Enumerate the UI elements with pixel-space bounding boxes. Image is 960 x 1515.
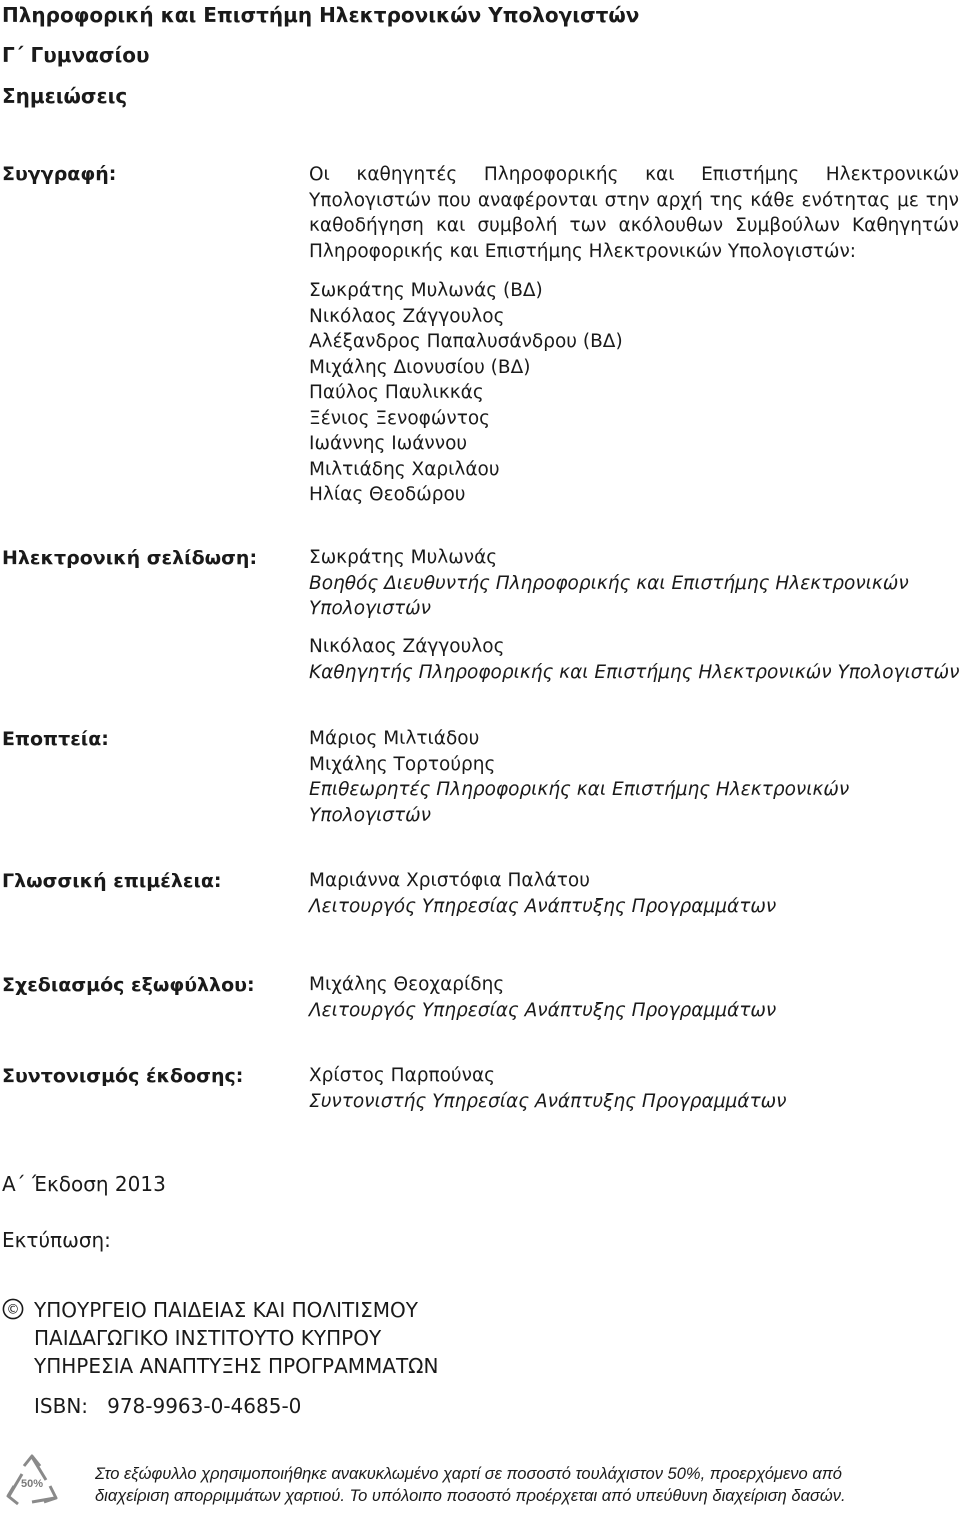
layout-name: Νικόλαος Ζάγγουλος: [309, 636, 505, 657]
advisor-name: Ξένιος Ξενοφώντος: [309, 407, 491, 429]
editing-name: Μαριάννα Χριστόφια Παλάτου: [309, 870, 590, 891]
isbn-row: [34, 1393, 301, 1419]
editing-role: Λειτουργός Υπηρεσίας Ανάπτυξης Προγραμμάτων: [309, 895, 777, 917]
isbn-value: 978-9963-0-4685-0: [107, 1394, 302, 1418]
advisor-name: Μιχάλης Διονυσίου (ΒΔ): [309, 356, 531, 378]
editing-label: Γλωσσική επιμέλεια:: [2, 870, 222, 892]
cover-label: Σχεδιασμός εξωφύλλου:: [2, 974, 255, 996]
writing-label: Συγγραφή:: [2, 163, 117, 185]
layout-credits: [309, 545, 959, 622]
coordination-name: Χρίστος Παρπούνας: [309, 1065, 495, 1086]
layout-role: Βοηθός Διευθυντής Πληροφορικής και Επιστήμης Ηλεκτρονικών: [309, 572, 909, 594]
advisor-name: Σωκράτης Μυλωνάς (ΒΔ): [309, 280, 543, 301]
copyright-line: ΥΠΟΥΡΓΕΙΟ ΠΑΙΔΕΙΑΣ ΚΑΙ ΠΟΛΙΤΙΣΜΟΥ: [34, 1298, 418, 1322]
supervision-credits: [309, 726, 959, 828]
layout-credits-2: [309, 634, 959, 685]
coordination-label: Συντονισμός έκδοσης:: [2, 1065, 244, 1087]
layout-role: Υπολογιστών: [309, 598, 431, 619]
advisor-name: Αλέξανδρος Παπαλυσάνδρου (ΒΔ): [309, 331, 623, 352]
copyright-line: ΥΠΗΡΕΣΙΑ ΑΝΑΠΤΥΞΗΣ ΠΡΟΓΡΑΜΜΑΤΩΝ: [34, 1354, 439, 1378]
recycle-percent: 50%: [20, 1478, 44, 1490]
grade-level: Γ΄ Γυμνασίου: [2, 43, 150, 67]
cover-credits: [309, 972, 959, 1023]
layout-role: Καθηγητής Πληροφορικής και Επιστήμης Ηλεκτρονικών Υπολογιστών: [309, 661, 960, 683]
document-title: Πληροφορική και Επιστήμη Ηλεκτρονικών Υπολογιστών: [2, 3, 640, 27]
recycle-icon: [2, 1452, 62, 1512]
writing-intro-line: Οι καθηγητές Πληροφορικής και Επιστήμης Ηλεκτρονικών: [309, 164, 959, 185]
writing-intro-line: καθοδήγηση και συμβολή των ακόλουθων Συμβούλων Καθηγητών: [309, 215, 959, 236]
copyright-symbol: ©: [6, 1302, 20, 1318]
supervision-role: Υπολογιστών: [309, 804, 431, 826]
recycled-paper-note: [95, 1463, 959, 1507]
cover-name: Μιχάλης Θεοχαρίδης: [309, 974, 505, 995]
edition-text: Α΄ Έκδοση 2013: [2, 1172, 166, 1196]
footnote-line: Στο εξώφυλλο χρησιμοποιήθηκε ανακυκλωμένο χαρτί σε ποσοστό τουλάχιστον 50%, προερχόμενο από: [95, 1465, 842, 1483]
writing-intro-line: Υπολογιστών που αναφέρονται στην αρχή της κάθε ενότητας με την: [309, 189, 959, 211]
advisor-name: Παύλος Παυλικκάς: [309, 382, 484, 403]
printing-label: Εκτύπωση:: [2, 1228, 111, 1252]
supervision-label: Εποπτεία:: [2, 728, 109, 750]
editing-credits: [309, 868, 959, 919]
supervision-name: Μάριος Μιλτιάδου: [309, 728, 480, 749]
document-subtitle: Σημειώσεις: [2, 84, 128, 108]
advisor-name: Ηλίας Θεοδώρου: [309, 484, 466, 505]
copyright-icon: [2, 1298, 24, 1320]
isbn-label: ISBN:: [34, 1394, 89, 1418]
supervision-role: Επιθεωρητές Πληροφορικής και Επιστήμης Ηλεκτρονικών: [309, 779, 850, 800]
cover-role: Λειτουργός Υπηρεσίας Ανάπτυξης Προγραμμάτων: [309, 999, 777, 1021]
advisors-list: [309, 278, 959, 508]
coordination-role: Συντονιστής Υπηρεσίας Ανάπτυξης Προγραμμάτων: [309, 1090, 787, 1112]
supervision-name: Μιχάλης Τορτούρης: [309, 753, 496, 775]
layout-label: Ηλεκτρονική σελίδωση:: [2, 547, 258, 569]
layout-name: Σωκράτης Μυλωνάς: [309, 547, 498, 568]
footnote-line: διαχείριση απορριμμάτων χαρτιού. Το υπόλοιπο ποσοστό προέρχεται από υπεύθυνη διαχείριση δασών.: [95, 1487, 846, 1505]
advisor-name: Νικόλαος Ζάγγουλος: [309, 305, 505, 327]
advisor-name: Ιωάννης Ιωάννου: [309, 433, 468, 454]
advisor-name: Μιλτιάδης Χαριλάου: [309, 458, 500, 480]
coordination-credits: [309, 1063, 959, 1114]
copyright-line: ΠΑΙΔΑΓΩΓΙΚΟ ΙΝΣΤΙΤΟΥΤΟ ΚΥΠΡΟΥ: [34, 1326, 382, 1350]
writing-intro: [309, 162, 959, 264]
writing-intro-line: Πληροφορικής και Επιστήμης Ηλεκτρονικών Υπολογιστών:: [309, 240, 857, 262]
